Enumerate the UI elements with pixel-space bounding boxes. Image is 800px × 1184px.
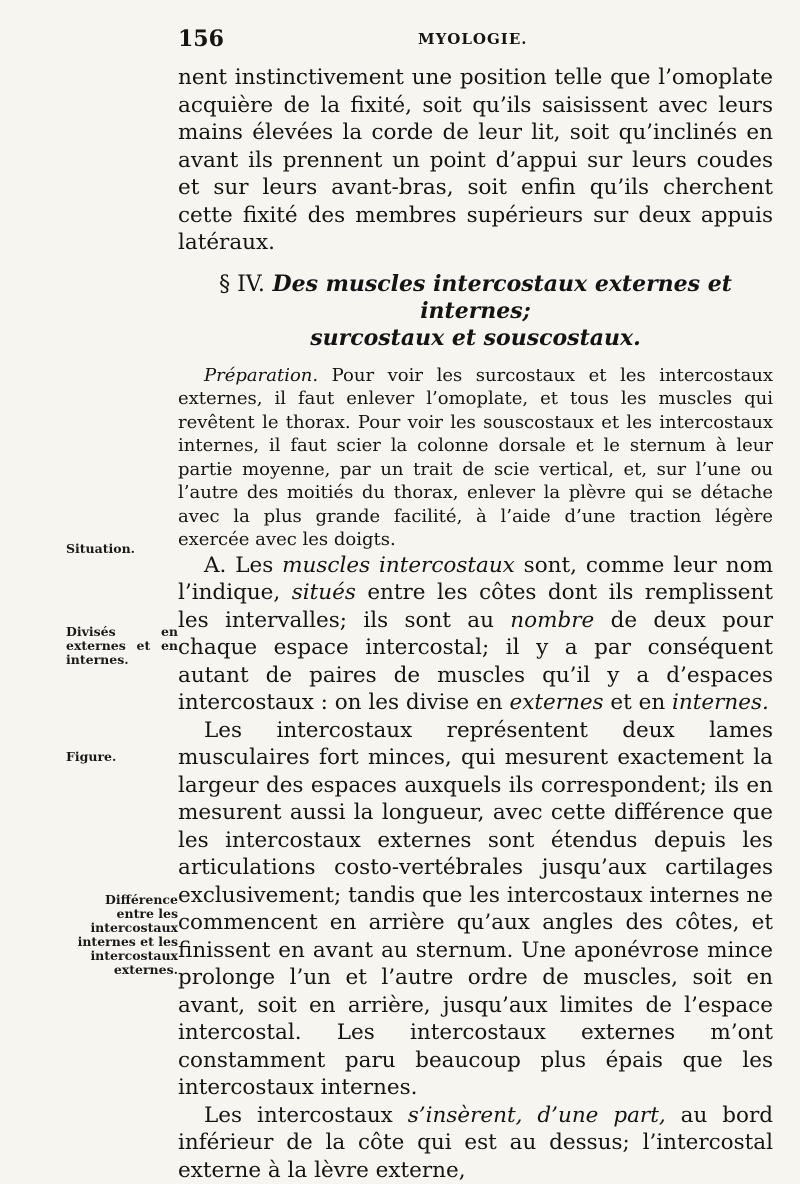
text-run: sont, comme leur nom l’indique, [178, 553, 773, 606]
preparation-text: Pour voir les surcostaux et les intercostaux externes, il faut enlever l’omoplate, et tous les muscles qui revêtent le thorax. Pour voir les souscostaux et les intercostaux internes, il faut scier la colonne dorsale et le sternum à leur partie moyenne, par un trait de scie vertical, et, sur l’une ou l’autre des moitiés du thorax, enlever la plèvre qui se détache avec la plus grande facilité, à l’aide d’une traction légère exercée avec les doigts. [178, 365, 773, 551]
text-run: A. Les [204, 553, 282, 578]
emphasis-externes: externes [509, 690, 603, 715]
text-run: au bord inférieur de la côte qui est au dessus; l’intercostal externe à la lèvre externe, [178, 1103, 773, 1183]
paragraph-c [178, 1102, 773, 1184]
text-run: entre les côtes dont ils remplissent les intervalles; ils sont au [178, 580, 773, 633]
text-run: de deux pour chaque espace intercostal; il y a par conséquent autant de paires de muscles qu’il y a d’espaces intercostaux : on les divise en [178, 608, 773, 716]
preparation-label: Préparation. [204, 365, 318, 386]
margin-note-situation: Situation. [66, 542, 178, 556]
page-header [178, 26, 738, 52]
emphasis-situes: situés [292, 580, 356, 605]
section-title-line-2: surcostaux et souscostaux. [310, 325, 641, 351]
margin-note-difference: Différence entre les intercostaux internes et les intercostaux externes. [66, 893, 178, 977]
section-number: § IV. [219, 272, 265, 297]
section-title [178, 271, 773, 352]
margin-note-figure: Figure. [66, 750, 178, 764]
page-number: 156 [178, 26, 224, 52]
emphasis-internes: internes. [672, 690, 769, 715]
body-text [178, 64, 773, 1184]
paragraph-b: Les intercostaux représentent deux lames musculaires fort minces, qui mesurent exactement la largeur des espaces auxquels ils correspondent; ils en mesurent aussi la longueur, avec cette différence que les intercostaux externes sont étendus depuis les articulations costo-vertébrales jusqu’aux cartilages exclusivement; tandis que les intercostaux internes ne commencent en arrière qu’aux angles des côtes, et finissent en avant au sternum. Une aponévrose mince prolonge l’un et l’autre ordre de muscles, soit en avant, soit en arrière, jusqu’aux limites de l’espace intercostal. Les intercostaux externes m’ont constamment paru beaucoup plus épais que les intercostaux internes. [178, 717, 773, 1102]
emphasis-nombre: nombre [510, 608, 594, 633]
paragraph-a [178, 552, 773, 717]
running-head: MYOLOGIE. [418, 30, 527, 48]
text-run: Les intercostaux [204, 1103, 408, 1128]
margin-note-divises: Divisés en externes et en internes. [66, 625, 178, 667]
emphasis-muscles-intercostaux: muscles intercostaux [282, 553, 515, 578]
text-run: et en [604, 690, 672, 715]
paragraph-continuation: nent instinctivement une position telle que l’omoplate acquière de la fixité, soit qu’ils saisissent avec leurs mains élevées la corde de leur lit, soit qu’inclinés en avant ils prennent un point d’appui sur leurs coudes et sur leurs avant-bras, soit enfin qu’ils cherchent cette fixité des membres supérieurs sur deux appuis latéraux. [178, 64, 773, 257]
section-title-line-1: Des muscles intercostaux externes et internes; [273, 271, 732, 324]
preparation-paragraph [178, 364, 773, 552]
emphasis-s-inserent: s’insèrent, d’une part, [408, 1103, 666, 1128]
